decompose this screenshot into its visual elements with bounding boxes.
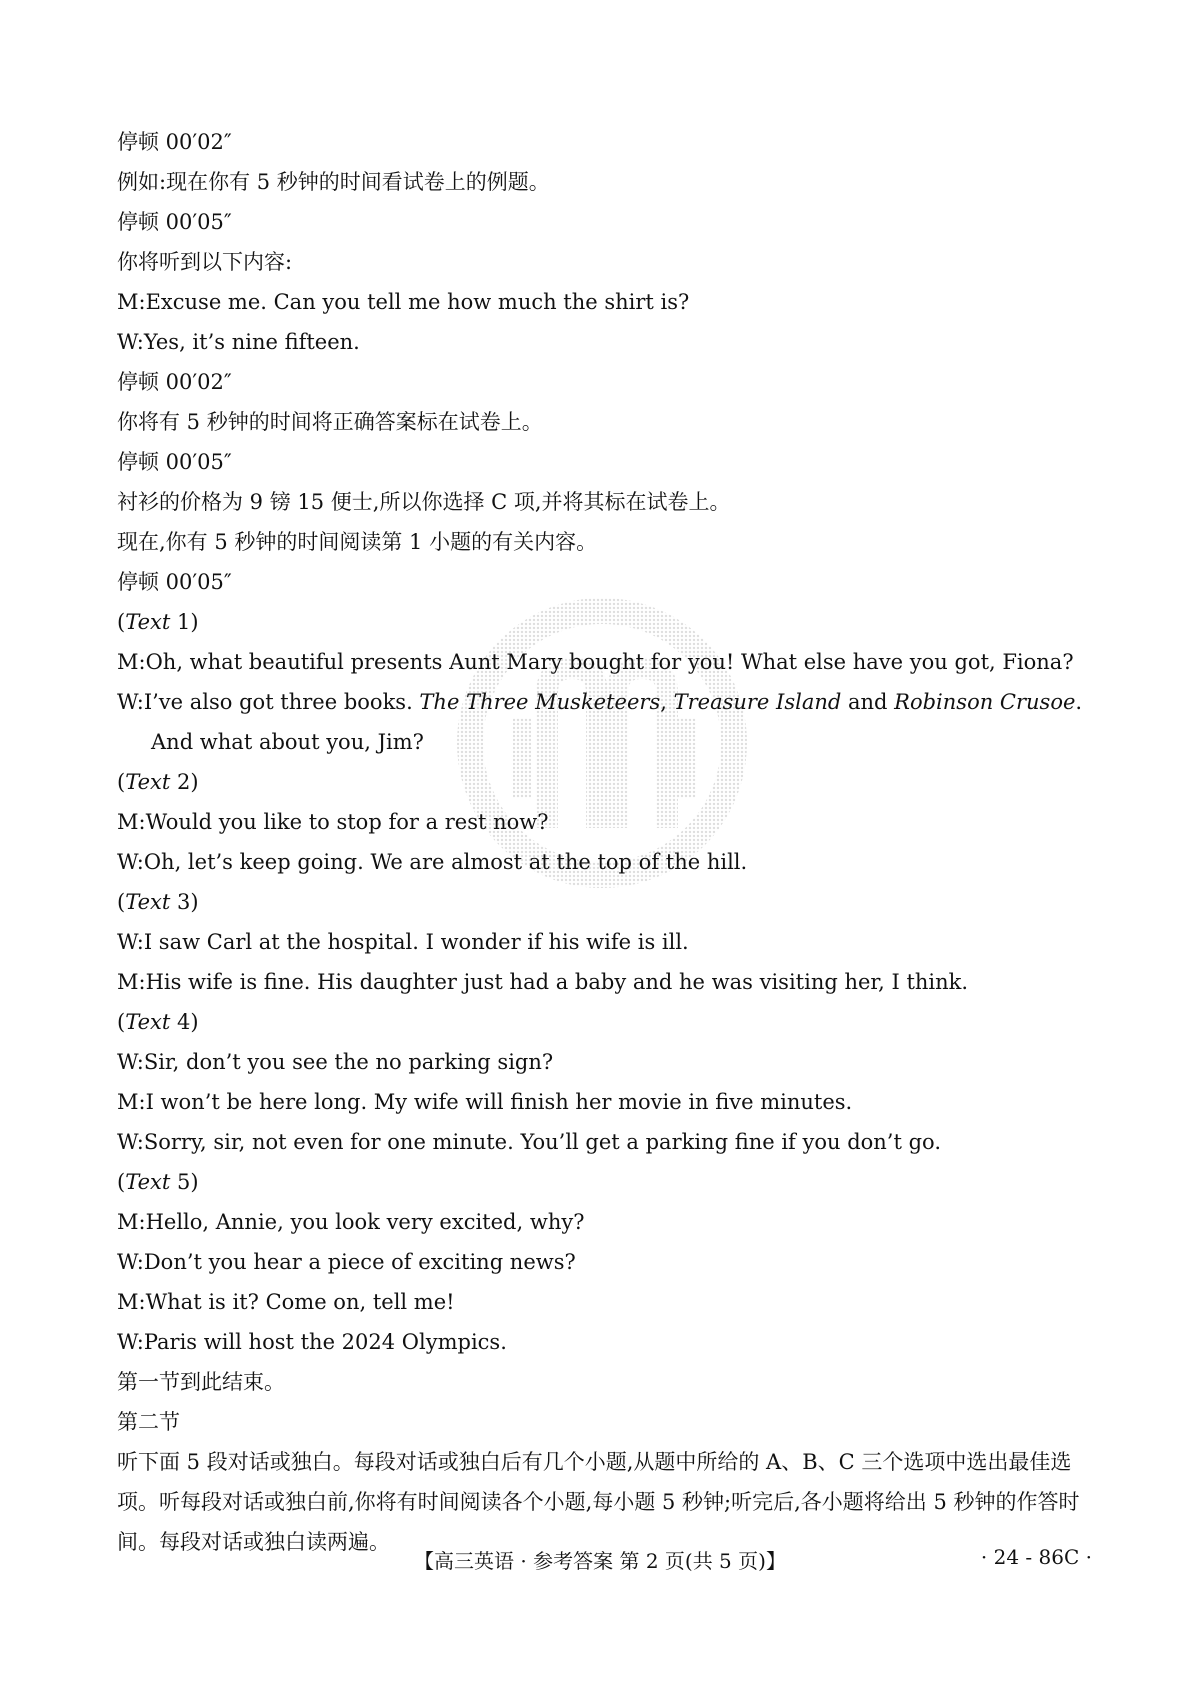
footer-code: · 24 - 86C · (980, 1545, 1092, 1569)
text-line: 现在,你有 5 秒钟的时间阅读第 1 小题的有关内容。 (117, 530, 598, 554)
separator: and (841, 690, 895, 714)
text-2-label (117, 762, 1102, 802)
text-line: 你将听到以下内容: (117, 250, 293, 274)
dialogue-line: M:Hello, Annie, you look very excited, why? (117, 1210, 585, 1234)
dialogue-line: W:I saw Carl at the hospital. I wonder if his wife is ill. (117, 930, 689, 954)
book-title: Robinson Crusoe (894, 690, 1076, 714)
text-line: 停顿 00′05″ (117, 570, 232, 594)
page-footer (0, 1545, 1200, 1579)
document-body (117, 122, 1102, 1562)
dialogue-line: W:Paris will host the 2024 Olympics. (117, 1330, 507, 1354)
label-num: 2) (170, 770, 199, 794)
dialogue-line: M:Would you like to stop for a rest now? (117, 810, 549, 834)
instruction-paragraph: 听下面 5 段对话或独白。每段对话或独白后有几个小题,从题中所给的 A、B、C 三个选项中选出最佳选项。听每段对话或独白前,你将有时间阅读各个小题,每小题 5 秒钟;听完后,各小题将给出 5 秒钟的作答时间。每段对话或独白读两遍。 (117, 1450, 1080, 1554)
dialogue-line: M:I won’t be here long. My wife will finish her movie in five minutes. (117, 1090, 853, 1114)
section-end: 第一节到此结束。 (117, 1370, 285, 1394)
label-open: ( (117, 610, 126, 634)
separator: . (1075, 690, 1083, 714)
text-line: M:Excuse me. Can you tell me how much the shirt is? (117, 290, 690, 314)
book-title: The Three Musketeers (419, 690, 661, 714)
label-open: ( (117, 890, 126, 914)
text-line: 停顿 00′05″ (117, 210, 232, 234)
label-num: 4) (170, 1010, 199, 1034)
label-num: 3) (170, 890, 199, 914)
book-title: Treasure Island (673, 690, 842, 714)
dialogue-prefix: W:I’ve also got three books. (117, 690, 420, 714)
dialogue-line: W:Sorry, sir, not even for one minute. You’ll get a parking fine if you don’t go. (117, 1130, 941, 1154)
label-open: ( (117, 770, 126, 794)
dialogue-line: W:Sir, don’t you see the no parking sign? (117, 1050, 554, 1074)
label-num: 1) (170, 610, 199, 634)
separator: , (660, 690, 674, 714)
text-line: 停顿 00′02″ (117, 370, 232, 394)
label-word: Text (125, 770, 171, 794)
text-line: 停顿 00′05″ (117, 450, 232, 474)
footer-page-info: 【高三英语 · 参考答案 第 2 页(共 5 页)】 (414, 1549, 786, 1573)
text-5-label (117, 1162, 1102, 1202)
section-heading: 第二节 (117, 1410, 180, 1434)
text-line: 你将有 5 秒钟的时间将正确答案标在试卷上。 (117, 410, 543, 434)
dialogue-line: M:What is it? Come on, tell me! (117, 1290, 455, 1314)
dialogue-line (117, 682, 1102, 722)
text-4-label (117, 1002, 1102, 1042)
label-num: 5) (170, 1170, 199, 1194)
label-word: Text (125, 1170, 171, 1194)
text-line: 例如:现在你有 5 秒钟的时间看试卷上的例题。 (117, 170, 550, 194)
label-word: Text (125, 1010, 171, 1034)
dialogue-continuation: And what about you, Jim? (151, 730, 424, 754)
text-line: W:Yes, it’s nine fifteen. (117, 330, 360, 354)
dialogue-line: W:Don’t you hear a piece of exciting news? (117, 1250, 576, 1274)
text-3-label (117, 882, 1102, 922)
label-word: Text (125, 610, 171, 634)
text-line: 停顿 00′02″ (117, 130, 232, 154)
label-open: ( (117, 1170, 126, 1194)
dialogue-line: M:Oh, what beautiful presents Aunt Mary bought for you! What else have you got, Fiona? (117, 650, 1074, 674)
dialogue-line: M:His wife is fine. His daughter just had a baby and he was visiting her, I think. (117, 970, 969, 994)
text-1-label (117, 602, 1102, 642)
dialogue-line: W:Oh, let’s keep going. We are almost at the top of the hill. (117, 850, 748, 874)
text-line: 衬衫的价格为 9 镑 15 便士,所以你选择 C 项,并将其标在试卷上。 (117, 490, 731, 514)
label-open: ( (117, 1010, 126, 1034)
label-word: Text (125, 890, 171, 914)
